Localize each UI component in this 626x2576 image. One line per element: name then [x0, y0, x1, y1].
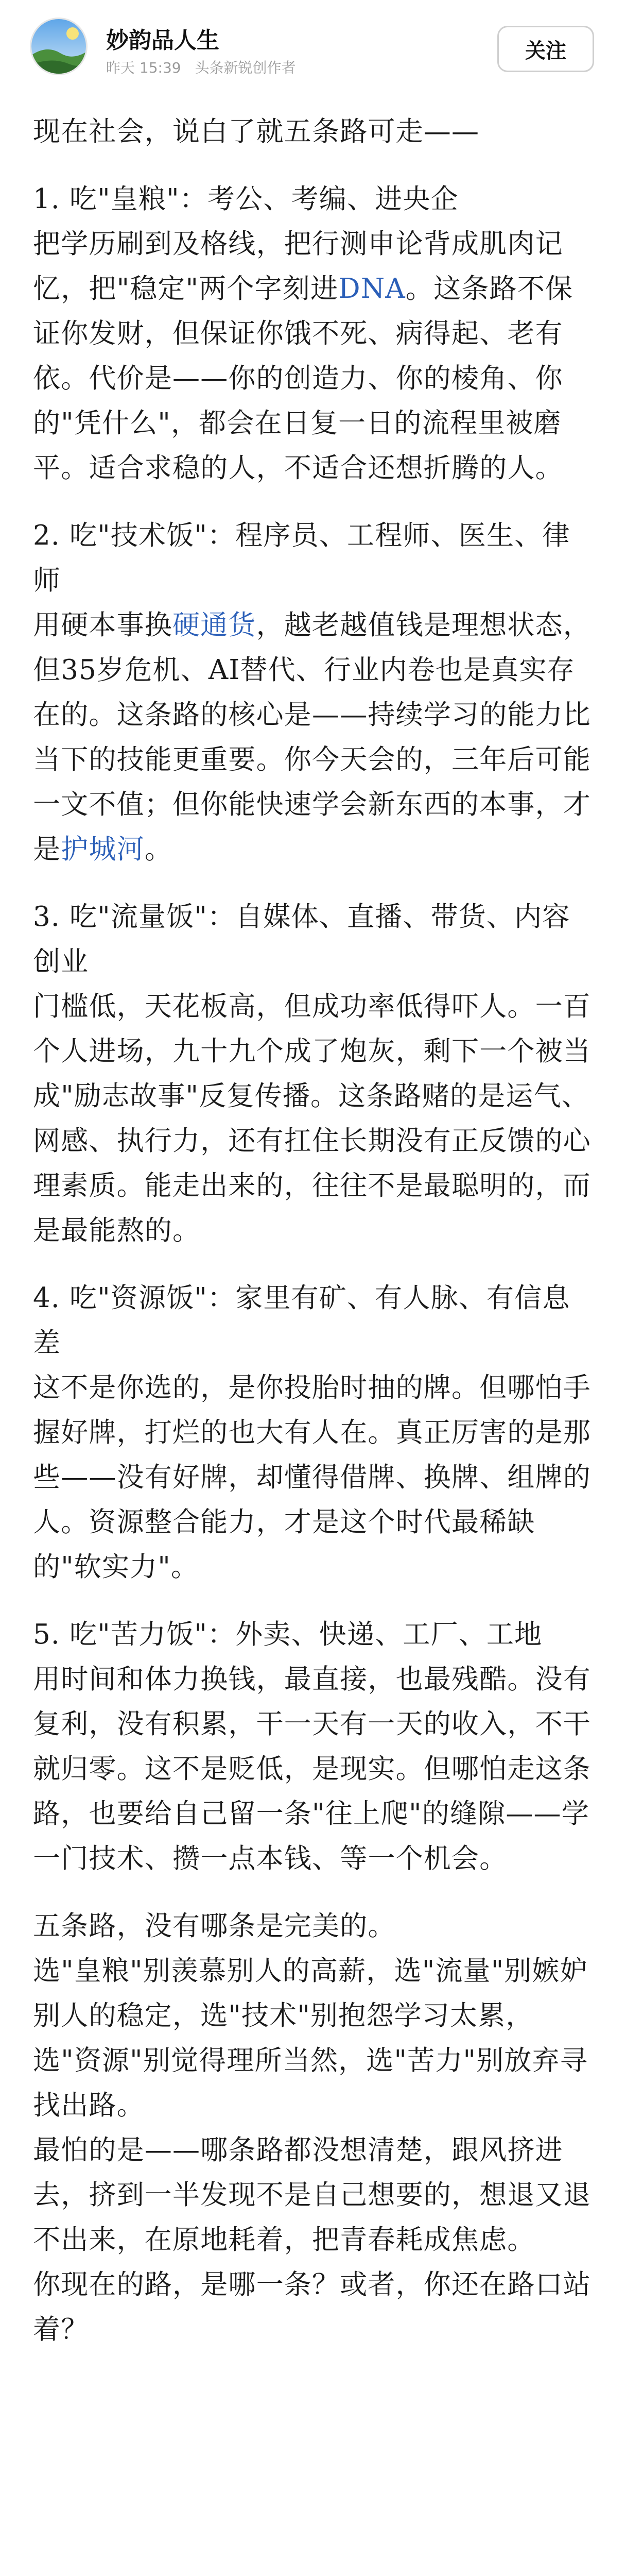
author-name[interactable]: 妙韵品人生	[106, 27, 219, 54]
post-meta	[106, 57, 305, 77]
link-dna[interactable]: DNA	[338, 273, 406, 304]
closing-paragraph: 最怕的是——哪条路都没想清楚，跟风挤进去，挤到一半发现不是自己想要的，想退又退不出来，在原地耗着，把青春耗成焦虑。	[33, 2134, 591, 2256]
link-moat[interactable]: 护城河	[61, 834, 145, 865]
section-body: 把学历刷到及格线，把行测申论背成肌肉记忆，把"稳定"两个字刻进DNA。这条路不保证你发财，但保证你饿不死、病得起、老有依。代价是——你的创造力、你的棱角、你的"凭什么"，都会在日复一日的流程里被磨平。适合求稳的人，不适合还想折腾的人。	[33, 228, 573, 484]
section-title: 1. 吃"皇粮"：考公、考编、进央企	[33, 183, 459, 215]
avatar[interactable]	[30, 18, 88, 75]
section-2	[33, 513, 594, 872]
author-header	[0, 0, 626, 103]
avatar-image	[31, 19, 88, 75]
section-body: 用硬本事换硬通货，越老越值钱是理想状态，但35岁危机、AI替代、行业内卷也是真实存在的。这条路的核心是——持续学习的能力比当下的技能更重要。你今天会的，三年后可能一文不值；但你能快速学会新东西的本事，才是护城河。	[33, 609, 592, 865]
link-hard-currency[interactable]: 硬通货	[172, 609, 256, 641]
section-5	[33, 1612, 594, 1881]
section-3	[33, 894, 594, 1253]
article-lead: 现在社会，说白了就五条路可走——	[33, 116, 480, 147]
closing-paragraph: 选"皇粮"别羡慕别人的高薪，选"流量"别嫉妒别人的稳定，选"技术"别抱怨学习太累，选"资源"别觉得理所当然，选"苦力"别放弃寻找出路。	[33, 1955, 588, 2121]
creator-badge: 头条新锐创作者	[195, 59, 296, 76]
section-title: 4. 吃"资源饭"：家里有矿、有人脉、有信息差	[33, 1282, 570, 1359]
closing-paragraph: 五条路，没有哪条是完美的。	[33, 1910, 396, 1942]
section-4	[33, 1276, 594, 1589]
closing-question: 你现在的路，是哪一条？或者，你还在路口站着？	[33, 2269, 591, 2345]
section-body: 这不是你选的，是你投胎时抽的牌。但哪怕手握好牌，打烂的也大有人在。真正厉害的是那些——没有好牌，却懂得借牌、换牌、组牌的人。资源整合能力，才是这个时代最稀缺的"软实力"。	[33, 1372, 591, 1583]
section-title: 2. 吃"技术饭"：程序员、工程师、医生、律师	[33, 520, 570, 596]
section-title: 3. 吃"流量饭"：自媒体、直播、带货、内容创业	[33, 901, 570, 977]
section-title: 5. 吃"苦力饭"：外卖、快递、工厂、工地	[33, 1619, 543, 1650]
section-body: 门槛低，天花板高，但成功率低得吓人。一百个人进场，九十九个成了炮灰，剩下一个被当成"励志故事"反复传播。这条路赌的是运气、网感、执行力，还有扛住长期没有正反馈的心理素质。能走出来的，往往不是最聪明的，而是最能熬的。	[33, 991, 591, 1246]
section-1	[33, 177, 594, 490]
article-body	[33, 109, 594, 2352]
post-time: 昨天 15:39	[106, 59, 181, 76]
follow-button[interactable]: 关注	[497, 26, 594, 72]
section-body: 用时间和体力换钱，最直接，也最残酷。没有复利，没有积累，干一天有一天的收入，不干就归零。这不是贬低，是现实。但哪怕走这条路，也要给自己留一条"往上爬"的缝隙——学一门技术、攒一点本钱、等一个机会。	[33, 1664, 591, 1874]
